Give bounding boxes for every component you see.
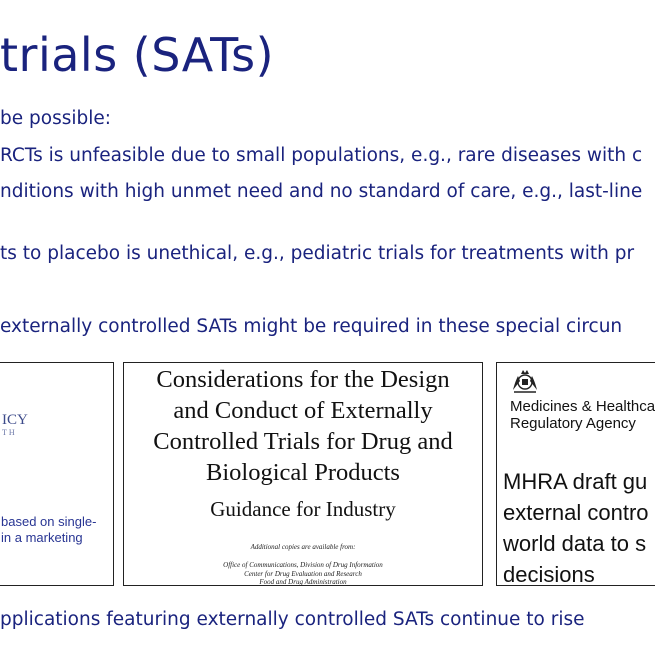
bullet-line-5: externally controlled SATs might be required in these special circun: [0, 316, 623, 337]
fda-guidance-title: [126, 364, 480, 488]
fda-title-line-4: Biological Products: [206, 459, 400, 486]
fda-title-line-2: and Conduct of Externally: [173, 397, 433, 424]
fda-guidance-subtitle: Guidance for Industry: [210, 497, 396, 521]
fda-office-line-1: Office of Communications, Division of Drug Information: [223, 561, 383, 569]
bullet-line-1: be possible:: [0, 108, 111, 129]
slide-title: trials (SATs): [0, 28, 275, 82]
fda-title-line-1: Considerations for the Design: [156, 366, 450, 393]
mhra-agency-name: [510, 398, 655, 432]
fda-title-line-3: Controlled Trials for Drug and: [153, 428, 453, 455]
mhra-draft-line-2: external contro: [503, 500, 649, 525]
royal-crest-icon: [510, 368, 540, 394]
mhra-agency-line-1: Medicines & Healthca: [510, 398, 655, 415]
ema-logo-subtext: TH: [2, 428, 17, 437]
ema-document-text: [1, 514, 113, 546]
ema-document-card: [0, 362, 114, 586]
mhra-draft-line-1: MHRA draft gu: [503, 469, 648, 494]
bullet-line-6: pplications featuring externally controlled SATs continue to rise: [0, 609, 585, 630]
fda-office-block: [126, 561, 480, 587]
ema-logo: [2, 412, 28, 437]
fda-office-line-3: Food and Drug Administration: [259, 578, 347, 586]
mhra-draft-line-3: world data to s: [503, 531, 647, 556]
ema-text-line-2: in a marketing: [1, 530, 83, 545]
mhra-agency-line-2: Regulatory Agency: [510, 415, 636, 432]
mhra-draft-line-4: decisions: [503, 562, 595, 587]
ema-logo-text: ICY: [2, 412, 28, 428]
mhra-draft-title: [503, 466, 649, 590]
fda-copies-note: Additional copies are available from:: [250, 543, 356, 551]
bullet-line-2: RCTs is unfeasible due to small populations, e.g., rare diseases with c: [0, 145, 643, 166]
fda-office-line-2: Center for Drug Evaluation and Research: [244, 569, 362, 578]
ema-text-line-1: based on single-: [1, 514, 97, 529]
bullet-line-4: ts to placebo is unethical, e.g., pediatric trials for treatments with pr: [0, 243, 635, 264]
bullet-line-3: nditions with high unmet need and no standard of care, e.g., last-line: [0, 181, 643, 202]
